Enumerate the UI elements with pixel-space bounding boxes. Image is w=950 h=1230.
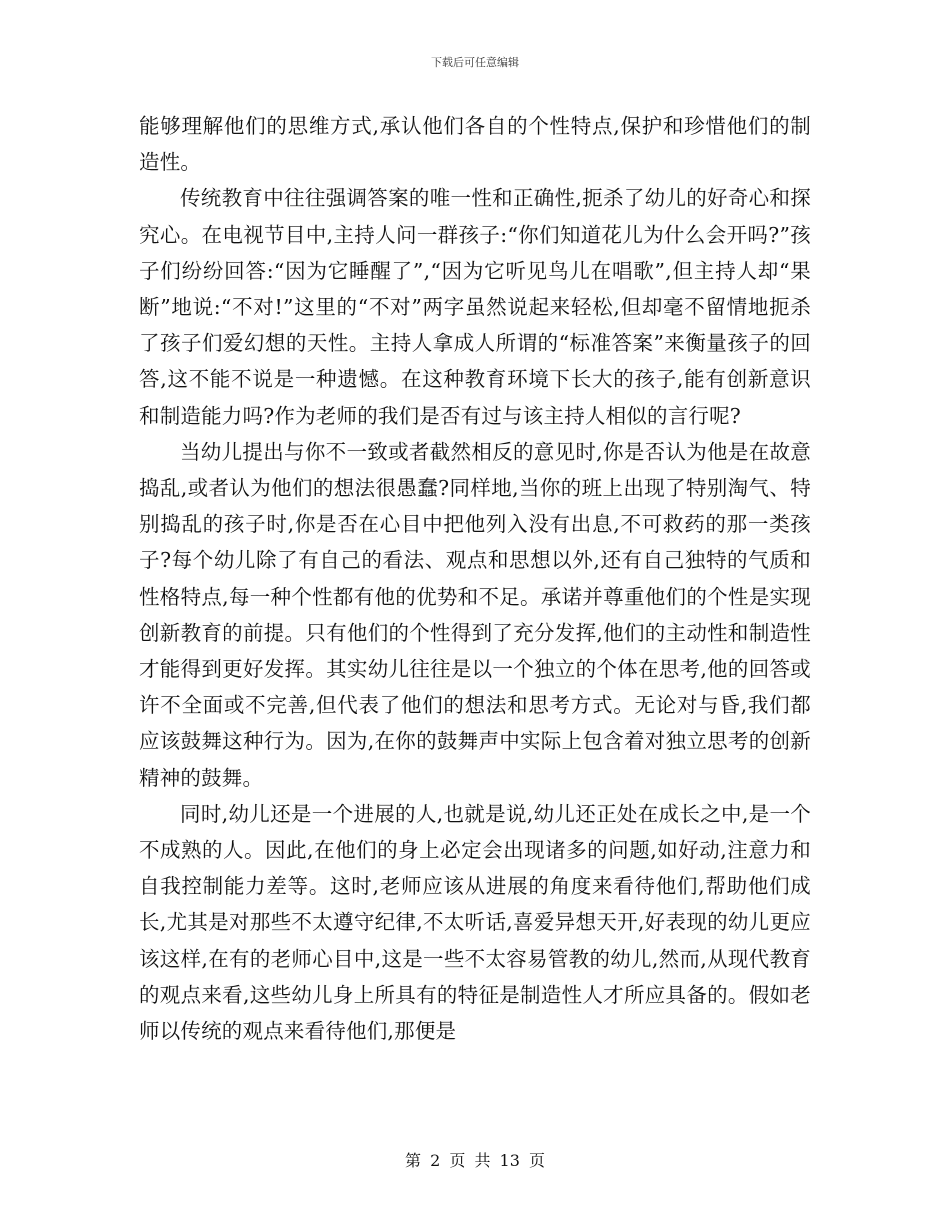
paragraph-1: 能够理解他们的思维方式,承认他们各自的个性特点,保护和珍惜他们的制造性。: [139, 114, 811, 175]
document-body: [139, 108, 811, 1049]
paragraph-3: 当幼儿提出与你不一致或者截然相反的意见时,你是否认为他是在故意捣乱,或者认为他们的想法很愚蠢?同样地,当你的班上出现了特别淘气、特别捣乱的孩子时,你是否在心目中把他列入没有出息,不可救药的那一类孩子?每个幼儿除了有自己的看法、观点和思想以外,还有自己独特的气质和性格特点,每一种个性都有他的优势和不足。承诺并尊重他们的个性是实现创新教育的前提。只有他们的个性得到了充分发挥,他们的主动性和制造性才能得到更好发挥。其实幼儿往往是以一个独立的个体在思考,他的回答或许不全面或不完善,但代表了他们的想法和思考方式。无论对与昏,我们都应该鼓舞这种行为。因为,在你的鼓舞声中实际上包含着对独立思考的创新精神的鼓舞。: [139, 439, 811, 790]
page-number-footer: 第 2 页 共 13 页: [405, 1151, 545, 1170]
paragraph-2: 传统教育中往往强调答案的唯一性和正确性,扼杀了幼儿的好奇心和探究心。在电视节目中,主持人问一群孩子:“你们知道花儿为什么会开吗?”孩子们纷纷回答:“因为它睡醒了”,“因为它听见鸟儿在唱歌”,但主持人却“果断”地说:“不对!”这里的“不对”两字虽然说起来轻松,但却毫不留情地扼杀了孩子们爱幻想的天性。主持人拿成人所谓的“标准答案”来衡量孩子的回答,这不能不说是一种遗憾。在这种教育环境下长大的孩子,能有创新意识和制造能力吗?作为老师的我们是否有过与该主持人相似的言行呢?: [139, 186, 811, 428]
paragraph-4: 同时,幼儿还是一个进展的人,也就是说,幼儿还正处在成长之中,是一个不成熟的人。因此,在他们的身上必定会出现诸多的问题,如好动,注意力和自我控制能力差等。这时,老师应该从进展的角度来看待他们,帮助他们成长,尤其是对那些不太遵守纪律,不太听话,喜爱异想天开,好表现的幼儿更应该这样,在有的老师心目中,这是一些不太容易管教的幼儿,然而,从现代教育的观点来看,这些幼儿身上所具有的特征是制造性人才所应具备的。假如老师以传统的观点来看待他们,那便是: [139, 801, 811, 1044]
page-header: 下载后可任意编辑: [431, 56, 519, 69]
